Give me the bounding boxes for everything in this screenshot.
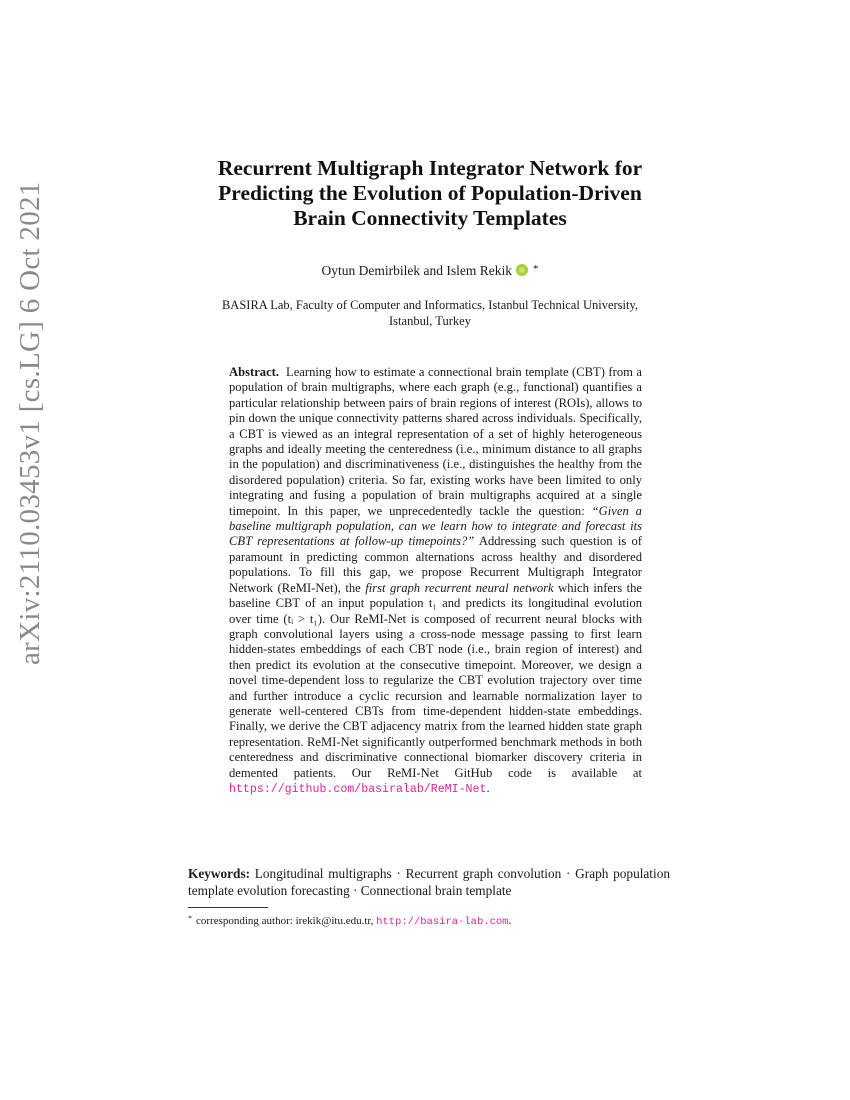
arxiv-identifier-stamp: arXiv:2110.03453v1 [cs.LG] 6 Oct 2021 (14, 181, 46, 665)
affiliation (180, 297, 680, 329)
keywords-label: Keywords: (188, 866, 251, 881)
footnote-text: corresponding author: irekik@itu.edu.tr, (196, 915, 377, 927)
affiliation-line: Istanbul, Turkey (389, 314, 471, 328)
author-list (150, 263, 710, 279)
affiliation-line: BASIRA Lab, Faculty of Computer and Informatics, Istanbul Technical University, (221, 298, 639, 312)
github-link[interactable]: https://github.com/basiralab/ReMI-Net (229, 782, 487, 796)
keywords-text: Longitudinal multigraphs · Recurrent graph convolution · Graph population template evolution forecasting · Connectional brain template (188, 866, 670, 898)
author-names: Oytun Demirbilek and Islem Rekik (321, 263, 512, 278)
abstract-question: “Given a baseline multigraph population, can we learn how to integrate and forecast its CBT representations at follow-up timepoints?” (229, 503, 642, 549)
title-line: Brain Connectivity Templates (293, 206, 567, 230)
paper-title (150, 156, 710, 231)
corresponding-author-mark: * (532, 263, 539, 275)
lab-website-link[interactable]: http://basira-lab.com (376, 916, 509, 928)
abstract-text: Learning how to estimate a connectional brain template (CBT) from a population of brain multigraphs, where each graph (e.g., functional) quantifies a particular relationship between pairs of brain regions of interest (ROIs), allows to pin down the unique connectivity patterns shared across individuals. Specifically, a CBT is viewed as an integral representation of a set of highly heterogeneous graphs and ideally meeting the centeredness (i.e., minimum distance to all graphs in the population) and discriminativeness (i.e., distinguishes the healthy from the disordered population) criteria. So far, existing works have been limited to only integrating and fusing a population of brain multigraphs acquired at a single timepoint. In this paper, we unprecedentedly tackle the question: (229, 365, 642, 518)
keywords (188, 866, 670, 899)
abstract-end: . (486, 780, 490, 795)
abstract-emphasis: first graph recurrent neural network (365, 580, 554, 595)
abstract-text: which infers the baseline CBT of an input population t₁ and predicts its longitudinal evolution over time (tᵢ > t₁). Our ReMI-Net is composed of recurrent neural blocks with graph convolutional layers using a cross-node message passing to first learn hidden-states embeddings of each CBT node (i.e., brain region of interest) and then predict its evolution at the consecutive timepoint. Moreover, we design a novel time-dependent loss to regularize the CBT evolution trajectory over time and further introduce a cyclic recursion and learnable normalization layer to generate well-centered CBTs from time-dependent hidden-state embeddings. Finally, we derive the CBT adjacency matrix from the learned hidden state graph representation. ReMI-Net significantly outperformed benchmark methods in both centeredness and discriminative connectional biomarker discovery criteria in demented patients. Our ReMI-Net GitHub code is available at (229, 580, 642, 780)
footnote (188, 912, 670, 929)
footnote-end: . (508, 915, 512, 927)
footnote-divider (188, 907, 268, 908)
title-line: Predicting the Evolution of Population-Driven (218, 181, 642, 205)
abstract-text: Addressing such question is of paramount in predicting common alternations across healthy and disordered populations. To fill this gap, we propose Recurrent Multigraph Integrator Network (ReMI-Net), the (229, 534, 642, 595)
abstract-label: Abstract. (229, 365, 280, 379)
orcid-icon[interactable] (516, 264, 528, 276)
footnote-mark: * (188, 914, 192, 923)
abstract (229, 365, 642, 797)
title-line: Recurrent Multigraph Integrator Network for (217, 156, 643, 180)
